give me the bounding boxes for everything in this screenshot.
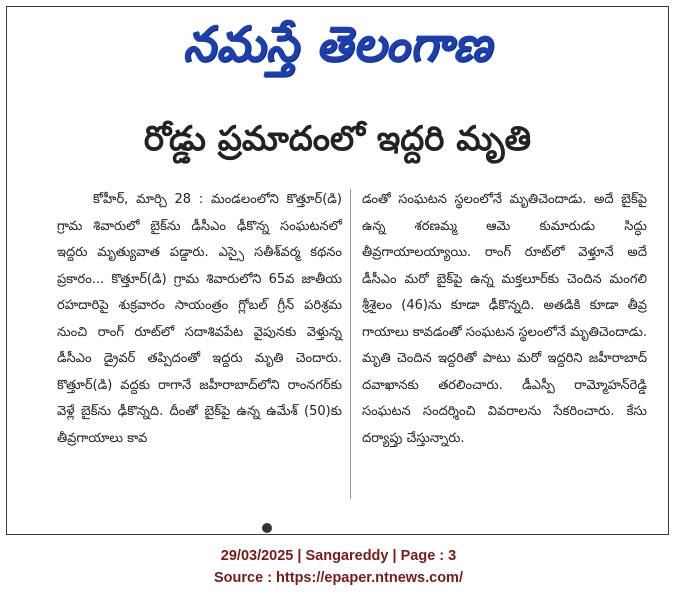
article-column-left: [57, 187, 342, 452]
bullet-dot-icon: [262, 523, 272, 533]
article-column-right: [362, 187, 647, 452]
article-headline: రోడ్డు ప్రమాదంలో ఇద్దరి మృతి: [143, 119, 532, 159]
clipping-footer: [0, 545, 677, 589]
newspaper-logo: నమస్తే తెలంగాణ: [182, 15, 493, 73]
article-text-right: డంతో సంఘటన స్థలంలోనే మృతిచెందాడు. అదే బైక్‌పై ఉన్న శరణమ్మ ఆమె కుమారుడు సిద్ధు తీవ్రగాయాలయ్యాయి. రాంగ్ రూట్‌లో వెళ్తూనే అదే డీసీఎం మరో బైక్‌పై ఉన్న మక్తలూర్‌కు చెందిన మంగలి శ్రీశైలం (46)ను కూడా ఢీకొన్నది. అతడికి కూడా తీవ్ర గాయాలు కావడంతో సంఘటన స్థలంలోనే మృతిచెందాడు. మృతి చెందిన ఇద్దరితో పాటు మరో ఇద్దరిని జహీరాబాద్ దవాఖానకు తరలించారు. డీఎస్పీ రామ్మోహన్‌రెడ్డి సంఘటన సందర్శించి వివరాలను సేకరించారు. కేసు దర్యాప్తు చేస్తున్నారు.: [362, 192, 647, 446]
footer-date-edition: 29/03/2025 | Sangareddy | Page : 3: [220, 548, 457, 564]
footer-source: Source : https://epaper.ntnews.com/: [214, 570, 463, 586]
column-divider: [350, 189, 351, 499]
article-text-left: కోహీర్, మార్చి 28 : మండలంలోని కొత్తూర్(డి) గ్రామ శివారులో బైక్‌ను డీసీఎం ఢీకొన్న సంఘటనలో ఇద్దరు మృత్యువాత పడ్డారు. ఎస్సై సతీశ్‌వర్మ కథనం ప్రకారం... కొత్తూర్(డి) గ్రామ శివారులోని 65వ జాతీయ రహదారిపై శుక్రవారం సాయంత్రం గ్లోబల్ గ్రీన్ పరిశ్రమ నుంచి రాంగ్ రూట్‌లో సదాశివపేట వైపునకు వెళ్తున్న డీసీఎం డ్రైవర్ తప్పిదంతో ఇద్దరు మృతి చెందారు. కొత్తూర్(డి) వద్దకు రాగానే జహీరాబాద్‌లోని రాంనగర్‌కు వెళ్లే బైక్‌ను ఢీకొన్నది. దీంతో బైక్‌పై ఉన్న ఉమేశ్ (50)కు తీవ్రగాయాలు కావ: [57, 192, 342, 446]
newspaper-clipping: [6, 6, 669, 535]
masthead: [7, 7, 668, 93]
